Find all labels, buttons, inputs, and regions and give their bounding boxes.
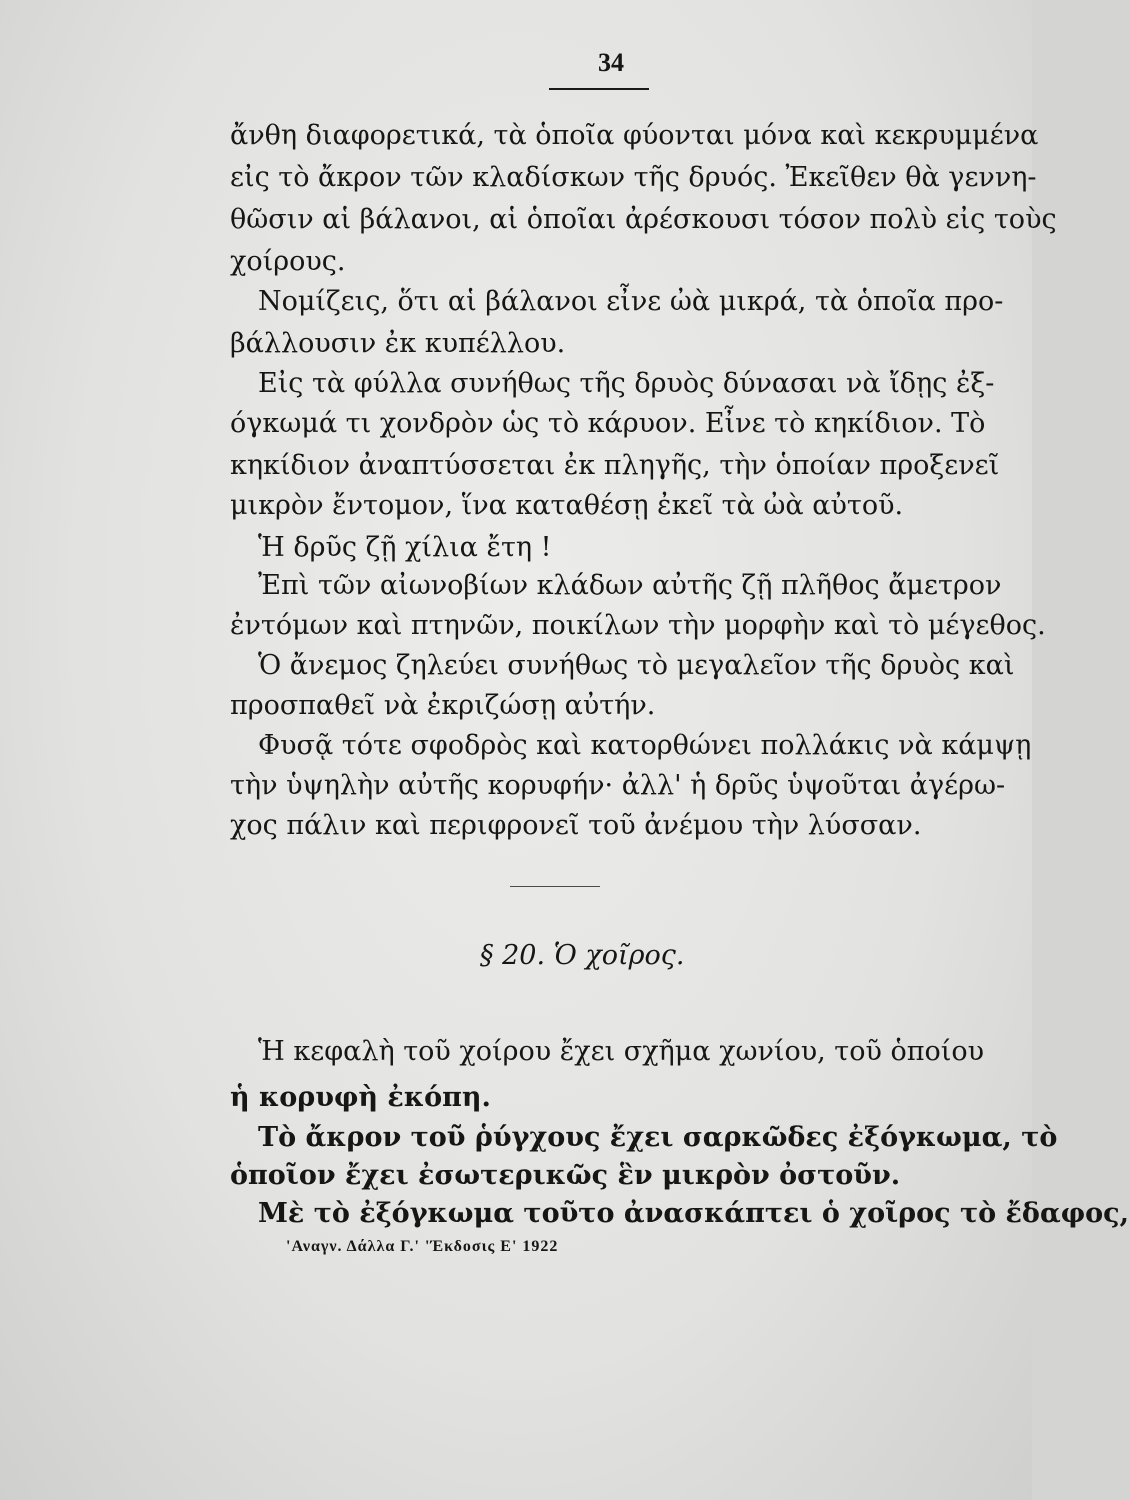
text-line: Τὸ ἄκρον τοῦ ῥύγχους ἔχει σαρκῶδες ἐξόγκωμα, τὸ: [258, 1122, 1058, 1153]
printer-signature: 'Αναγν. Δάλλα Γ.' 'Έκδοσις Ε' 1922: [286, 1238, 559, 1255]
text-line: ὁποῖον ἔχει ἐσωτερικῶς ἓν μικρὸν ὀστοῦν.: [230, 1160, 901, 1191]
text-line: Ὁ ἄνεμος ζηλεύει συνήθως τὸ μεγαλεῖον τῆς δρυὸς καὶ: [258, 650, 1015, 681]
section-heading: § 20. Ὁ χοῖρος.: [480, 940, 685, 971]
text-line: ἐντόμων καὶ πτηνῶν, ποικίλων τὴν μορφὴν καὶ τὸ μέγεθος.: [230, 610, 1046, 641]
text-line: τὴν ὑψηλὴν αὐτῆς κορυφήν· ἀλλ' ἡ δρῦς ὑψοῦται ἀγέρω-: [230, 770, 1006, 801]
text-line: χοίρους.: [230, 246, 346, 277]
text-line: βάλλουσιν ἐκ κυπέλλου.: [230, 328, 566, 359]
text-line: Ἡ δρῦς ζῇ χίλια ἔτη !: [258, 532, 552, 563]
section-divider: [510, 886, 600, 887]
text-line: εἰς τὸ ἄκρον τῶν κλαδίσκων τῆς δρυός. Ἐκεῖθεν θὰ γεννη-: [230, 162, 1037, 193]
text-line: μικρὸν ἔντομον, ἵνα καταθέσῃ ἐκεῖ τὰ ὠὰ αὐτοῦ.: [230, 490, 904, 521]
text-line: προσπαθεῖ νὰ ἐκριζώσῃ αὐτήν.: [230, 690, 656, 721]
text-line: θῶσιν αἱ βάλανοι, αἱ ὁποῖαι ἀρέσκουσι τόσον πολὺ εἰς τοὺς: [230, 204, 1057, 235]
text-line: Φυσᾷ τότε σφοδρὸς καὶ κατορθώνει πολλάκις νὰ κάμψῃ: [258, 730, 1032, 761]
text-line: ἡ κορυφὴ ἐκόπη.: [230, 1082, 491, 1113]
text-line: Εἰς τὰ φύλλα συνήθως τῆς δρυὸς δύνασαι νὰ ἴδῃς ἐξ-: [258, 368, 995, 399]
text-line: όγκωμά τι χονδρὸν ὡς τὸ κάρυον. Εἶνε τὸ κηκίδιον. Τὸ: [230, 408, 986, 439]
text-line: Ἐπὶ τῶν αἰωνοβίων κλάδων αὐτῆς ζῇ πλῆθος ἄμετρον: [258, 570, 1002, 601]
text-line: Ἡ κεφαλὴ τοῦ χοίρου ἔχει σχῆμα χωνίου, τοῦ ὁποίου: [258, 1036, 985, 1067]
text-line: Μὲ τὸ ἐξόγκωμα τοῦτο ἀνασκάπτει ὁ χοῖρος τὸ ἔδαφος,: [258, 1198, 1129, 1229]
page-number-rule: [549, 88, 649, 90]
page-number: 34: [598, 48, 624, 77]
text-line: ἄνθη διαφορετικά, τὰ ὁποῖα φύονται μόνα καὶ κεκρυμμένα: [230, 120, 1039, 151]
text-line: κηκίδιον ἀναπτύσσεται ἐκ πληγῆς, τὴν ὁποίαν προξενεῖ: [230, 450, 1000, 481]
text-line: Νομίζεις, ὅτι αἱ βάλανοι εἶνε ὠὰ μικρά, τὰ ὁποῖα προ-: [258, 286, 1004, 317]
text-line: χος πάλιν καὶ περιφρονεῖ τοῦ ἀνέμου τὴν λύσσαν.: [230, 810, 922, 841]
